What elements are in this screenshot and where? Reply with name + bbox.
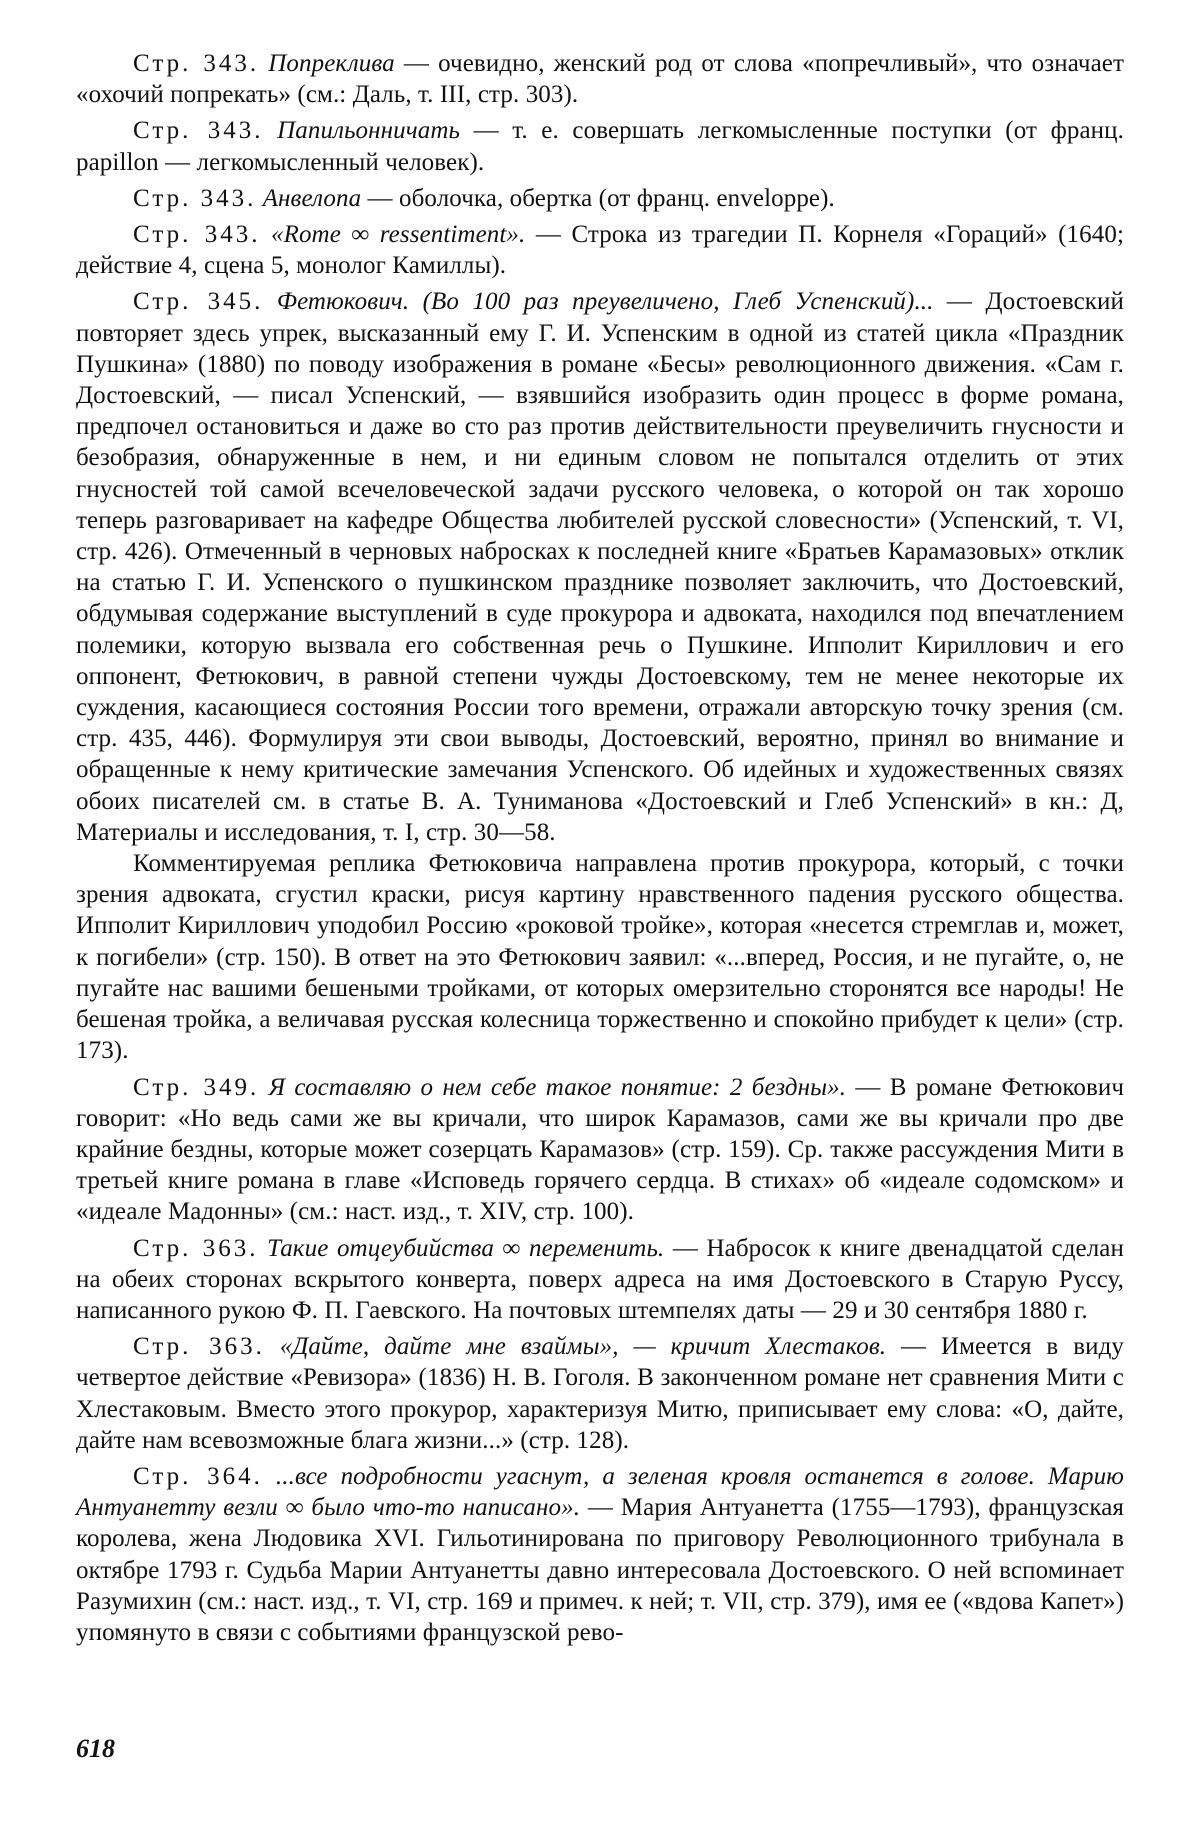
entry-ref: Стр. 364. (133, 1462, 263, 1490)
entry-5-continuation (76, 848, 1124, 1066)
entry-1 (76, 48, 1124, 110)
entry-7 (76, 1233, 1124, 1327)
entry-ref: Стр. 343. (133, 221, 261, 249)
entry-lemma: «Rome ∞ ressentiment». (270, 221, 526, 249)
entry-ref: Стр. 349. (133, 1073, 260, 1101)
entry-ref: Стр. 343. (133, 117, 264, 145)
entry-text: — Мария Антуанетта (1755—1793), французская королева, жена Людовика XVI. Гильотинирована по приговору Революционного трибунала в октябре 1793 г. Судьба Марии Антуанетты давно интересовала Достоевского. О ней вспоминает Разумихин (см.: наст. изд., т. VI, стр. 169 и примеч. к ней; т. VII, стр. 379), имя ее («вдова Капет») упомянуто в связи с событиями французской рево- (76, 1494, 1124, 1646)
entry-8 (76, 1331, 1124, 1456)
entry-lemma: Папильонничать (277, 117, 461, 145)
entry-text: Комментируемая реплика Фетюковича направлена против прокурора, который, с точки зрения адвоката, сгустил краски, рисуя картину нравственного падения русского общества. Ипполит Кириллович уподобил Россию «роковой тройке», которая «несется стремглав и, может, к погибели» (стр. 150). В ответ на это Фетюкович заявил: «...вперед, Россия, и не пугайте, о, не пугайте нас вашими бешеными тройками, от которых омерзительно сторонятся все народы! Не бешеная тройка, а величавая русская колесница торжественно и спокойно прибудет к цели» (стр. 173). (76, 850, 1124, 1065)
entry-ref: Стр. 363. (133, 1333, 265, 1361)
entry-lemma: Анвелопа (262, 184, 362, 212)
entry-ref: Стр. 363. (133, 1234, 259, 1262)
entry-text: — Строка из трагедии П. Корнеля «Гораций» (1640; действие 4, сцена 5, монолог Камиллы). (76, 221, 1124, 280)
entry-text: — Достоевский повторяет здесь упрек, высказанный ему Г. И. Успенским в одной из статей цикла «Праздник Пушкина» (1880) по поводу изображения в романе «Бесы» революционного движения. «Сам г. Достоевский, — писал Успенский, — взявшийся изобразить один процесс в форме романа, предпочел остановиться и даже во сто раз против действительности преувеличить гнусности и безобразия, обнаруженные в нем, и ни единым словом не попытался отделить от этих гнусностей той самой всечеловеческой задачи русского человека, о которой он так хорошо теперь разговаривает на кафедре Общества любителей русской словесности» (Успенский, т. VI, стр. 426). Отмеченный в черновых набросках к последней книге «Братьев Карамазовых» отклик на статью Г. И. Успенского о пушкинском празднике позволяет заключить, что Достоевский, обдумывая содержание выступлений в суде прокурора и адвоката, находился под впечатлением полемики, которую вызвала его собственная речь о Пушкине. Ипполит Кириллович и его оппонент, Фетюкович, в равной степени чужды Достоевскому, тем не менее некоторые их суждения, касающиеся состояния России того времени, отражали авторскую точку зрения (см. стр. 435, 446). Формулируя эти свои выводы, Достоевский, вероятно, принял во внимание и обращенные к нему критические замечания Успенского. Об идейных и художественных связях обоих писателей см. в статье В. А. Туниманова «Достоевский и Глеб Успенский» в кн.: Д, Материалы и исследования, т. I, стр. 30—58. (76, 288, 1124, 846)
entry-text: — оболочка, обертка (от франц. enveloppe). (361, 184, 835, 212)
entry-text: — Имеется в виду четвертое действие «Ревизора» (1836) Н. В. Гоголя. В законченном романе нет сравнения Мити с Хлестаковым. Вместо этого прокурор, характеризуя Митю, приписывает ему слова: «О, дайте, дайте нам всевозможные блага жизни...» (стр. 128). (76, 1333, 1124, 1454)
entry-6 (76, 1072, 1124, 1228)
entry-lemma: «Дайте, дайте мне взаймы», — кричит Хлестаков. (279, 1333, 887, 1361)
page-number: 618 (76, 1734, 115, 1763)
entry-lemma: ...все подробности угаснут, а зеленая кровля останется в голове. Марию Антуанетту везли ∞ было что-то написано». (76, 1462, 1124, 1522)
entry-2 (76, 115, 1124, 177)
entry-ref: Стр. 343. (133, 184, 257, 212)
entry-text: — Набросок к книге двенадцатой сделан на обеих сторонах вскрытого конверта, поверх адреса на имя Достоевского в Старую Руссу, написанного рукою Ф. П. Гаевского. На почтовых штемпелях даты — 29 и 30 сентября 1880 г. (76, 1234, 1124, 1324)
entry-3 (76, 183, 1124, 214)
entry-lemma: Фетюкович. (Во 100 раз преувеличено, Глеб Успенский)... (276, 288, 934, 316)
commentary-text (76, 48, 1124, 1648)
entry-lemma: Попреклива (268, 50, 395, 77)
entry-ref: Стр. 343. (133, 50, 260, 77)
entry-9 (76, 1461, 1124, 1648)
entry-ref: Стр. 345. (133, 288, 264, 316)
entry-text: — очевидно, женский род от слова «попречливый», что означает «охочий попрекать» (см.: Даль, т. III, стр. 303). (76, 50, 1124, 109)
entry-5 (76, 286, 1124, 848)
entry-lemma: Такие отцеубийства ∞ переменить. (267, 1234, 665, 1262)
entry-text: — т. е. совершать легкомысленные поступки (от франц. papillon — легкомысленный человек). (76, 117, 1124, 176)
entry-4 (76, 219, 1124, 281)
entry-text: — В романе Фетюкович говорит: «Но ведь сами же вы кричали, что широк Карамазов, сами же вы кричали про две крайние бездны, которые может созерцать Карамазов» (стр. 159). Ср. также рассуждения Мити в третьей книге романа в главе «Исповедь горячего сердца. В стихах» об «идеале содомском» и «идеале Мадонны» (см.: наст. изд., т. XIV, стр. 100). (76, 1073, 1124, 1226)
entry-lemma: Я составляю о нем себе такое понятие: 2 бездны». (268, 1073, 847, 1101)
